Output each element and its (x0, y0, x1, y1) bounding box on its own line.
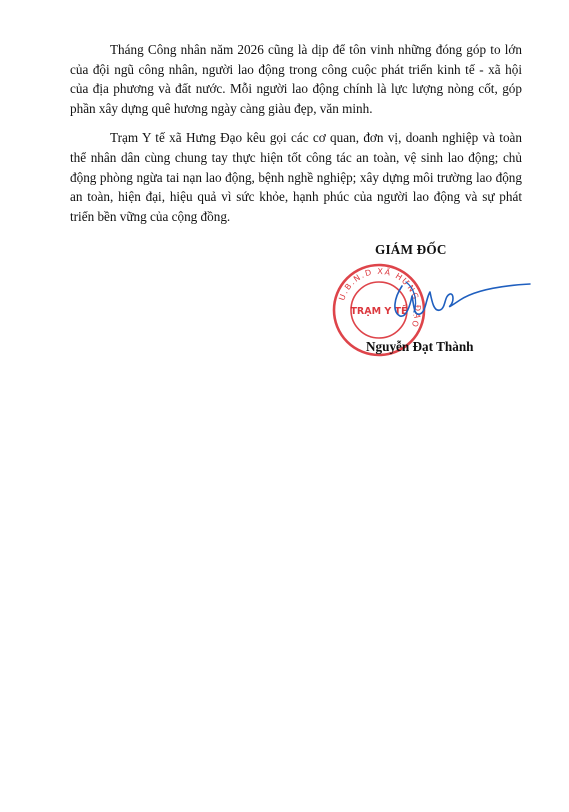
seal-ring-text: U.B.N.D XÃ HƯNG ĐẠO (337, 266, 423, 330)
handwritten-signature-icon (384, 276, 534, 326)
signer-title: GIÁM ĐỐC (375, 242, 447, 257)
paragraph-call-to-action: Trạm Y tế xã Hưng Đạo kêu gọi các cơ quan, đơn vị, doanh nghiệp và toàn thể nhân dân cùng chung tay thực hiện tốt công tác an toàn, vệ sinh lao động; chủ động phòng ngừa tai nạn lao động, bệnh nghề nghiệp; xây dựng môi trường lao động an toàn, hiện đại, hiệu quả vì sức khỏe, hạnh phúc của người lao động và sự phát triển bền vững của cộng đồng. (70, 130, 522, 224)
paragraph-workers-month: Tháng Công nhân năm 2026 cũng là dịp để tôn vinh những đóng góp to lớn của đội ngũ công nhân, người lao động trong công cuộc phát triển kinh tế - xã hội của địa phương và đất nước. Mỗi người lao động chính là lực lượng nòng cốt, góp phần xây dựng quê hương ngày càng giàu đẹp, văn minh. (70, 42, 522, 116)
signer-name: Nguyễn Đạt Thành (366, 339, 474, 354)
document-body (70, 40, 522, 236)
seal-center-text: TRẠM Y TẾ (350, 306, 408, 317)
